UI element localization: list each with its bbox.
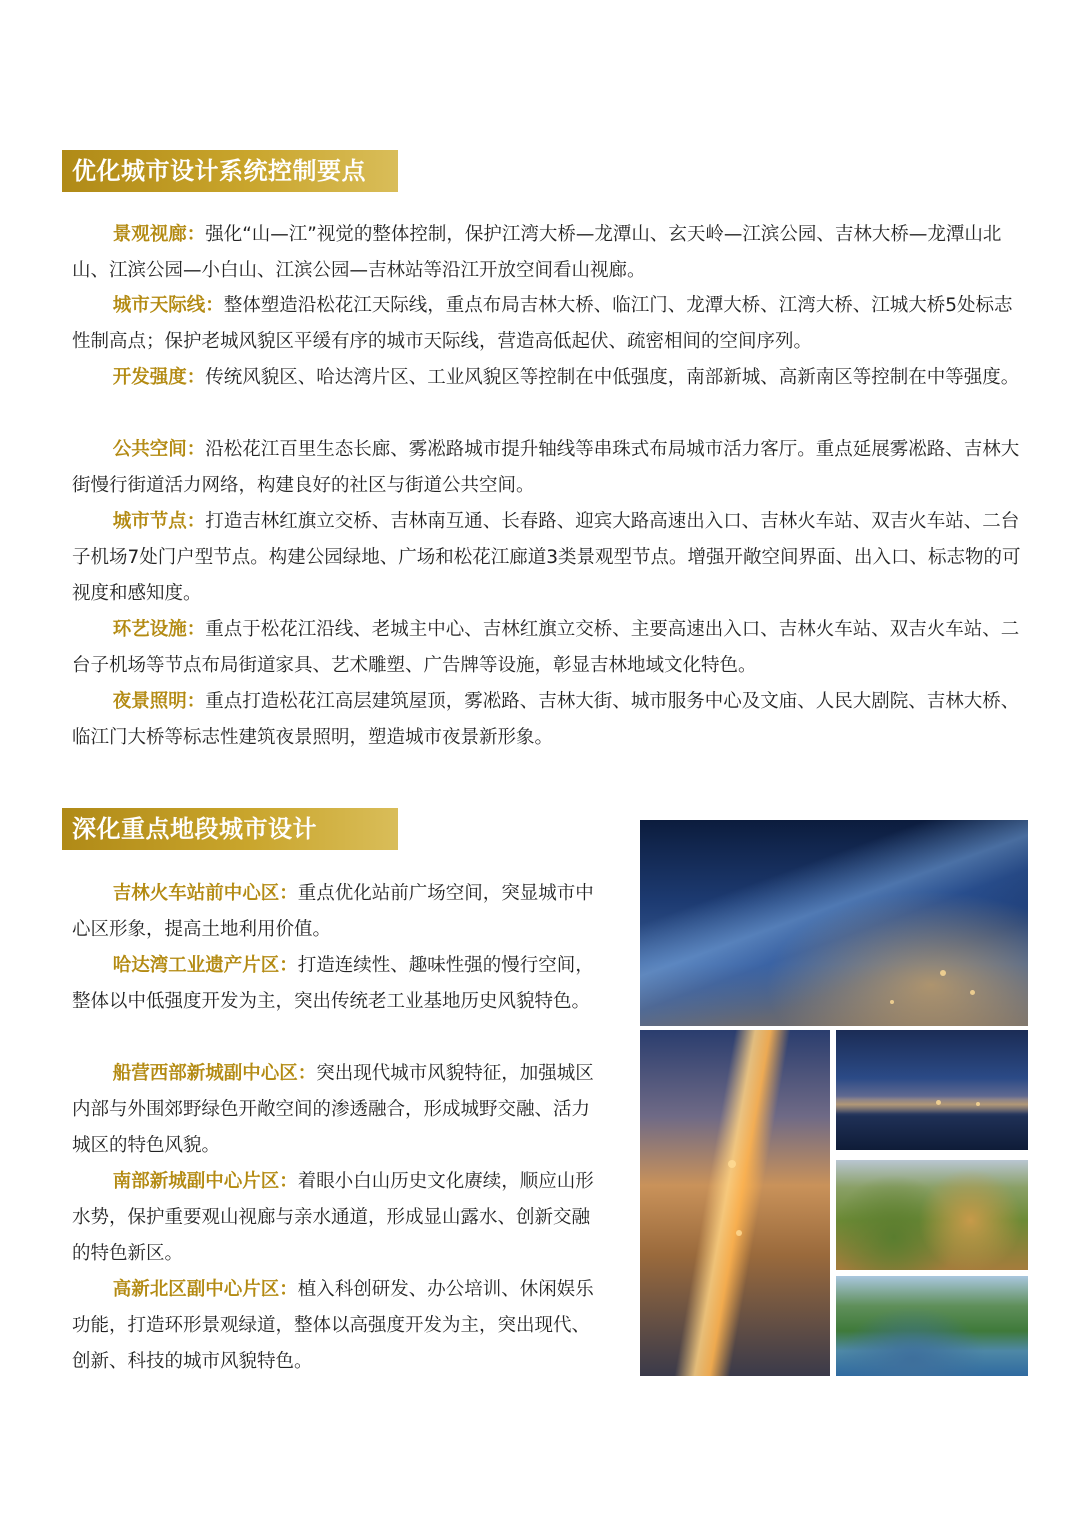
paragraph-keyword: 哈达湾工业遗产片区：: [112, 955, 298, 976]
paragraph-text: 着眼小白山历史文化赓续，顺应山形水势，保护重要观山视廊与亲水通道，形成显山露水、创新交融的特色新区。: [72, 1171, 594, 1264]
section1-paragraph-2: [72, 288, 1022, 360]
paragraph-text: 重点打造松花江高层建筑屋顶，雾凇路、吉林大街、城市服务中心及文庙、人民大剧院、吉林大桥、临江门大桥等标志性建筑夜景照明，塑造城市夜景新形象。: [72, 691, 1020, 748]
paragraph-keyword: 船营西部新城副中心区：: [112, 1063, 317, 1084]
paragraph-text: 重点优化站前广场空间，突显城市中心区形象，提高土地利用价值。: [72, 883, 594, 940]
paragraph-text: 传统风貌区、哈达湾片区、工业风貌区等控制在中低强度，南部新城、高新南区等控制在中等强度。: [205, 367, 1020, 388]
paragraph-keyword: 城市节点：: [112, 511, 206, 532]
paragraph-keyword: 公共空间：: [112, 439, 206, 460]
section1-paragraph-3: [72, 360, 1022, 396]
section1-paragraph-7: [72, 684, 1022, 756]
paragraph-keyword: 南部新城副中心片区：: [112, 1171, 298, 1192]
section2-paragraph-3: [72, 1056, 598, 1164]
park-pavilion-photo: [836, 1160, 1028, 1270]
section1-paragraph-6: [72, 612, 1022, 684]
city-bridge-night-photo: [640, 1030, 830, 1376]
section2-paragraph-2: [72, 948, 598, 1020]
paragraph-text: 突出现代城市风貌特征，加强城区内部与外围郊野绿色开敞空间的渗透融合，形成城野交融、活力城区的特色风貌。: [72, 1063, 594, 1156]
paragraph-keyword: 高新北区副中心片区：: [112, 1279, 298, 1300]
section2-paragraph-5: [72, 1272, 598, 1380]
section1-paragraph-5: [72, 504, 1022, 612]
paragraph-text: 重点于松花江沿线、老城主中心、吉林红旗立交桥、主要高速出入口、吉林火车站、双吉火车站、二台子机场等节点布局街道家具、艺术雕塑、广告牌等设施，彰显吉林地域文化特色。: [72, 619, 1020, 676]
paragraph-keyword: 开发强度：: [112, 367, 206, 388]
lake-pavilion-photo: [836, 1276, 1028, 1376]
paragraph-text: 强化“山—江”视觉的整体控制，保护江湾大桥—龙潭山、玄天岭—江滨公园、吉林大桥—龙潭山北山、江滨公园—小白山、江滨公园—吉林站等沿江开放空间看山视廊。: [72, 224, 1002, 281]
paragraph-keyword: 夜景照明：: [112, 691, 206, 712]
railway-station-night-photo: [640, 820, 1028, 1026]
paragraph-keyword: 吉林火车站前中心区：: [112, 883, 298, 904]
riverfront-skyline-photo: [836, 1030, 1028, 1150]
paragraph-keyword: 城市天际线：: [112, 295, 224, 316]
section1-title: 优化城市设计系统控制要点: [62, 150, 398, 192]
paragraph-text: 打造吉林红旗立交桥、吉林南互通、长春路、迎宾大路高速出入口、吉林火车站、双吉火车站、二台子机场7处门户型节点。构建公园绿地、广场和松花江廊道3类景观型节点。增强开敞空间界面、出入口、标志物的可视度和感知度。: [72, 511, 1021, 604]
paragraph-keyword: 环艺设施：: [112, 619, 206, 640]
section1-paragraph-1: [72, 217, 1022, 289]
paragraph-keyword: 景观视廊：: [112, 224, 206, 245]
section2-paragraph-1: [72, 876, 598, 948]
section2-title: 深化重点地段城市设计: [62, 808, 398, 850]
paragraph-text: 植入科创研发、办公培训、休闲娱乐功能，打造环形景观绿道，整体以高强度开发为主，突出现代、创新、科技的城市风貌特色。: [72, 1279, 594, 1372]
paragraph-text: 打造连续性、趣味性强的慢行空间，整体以中低强度开发为主，突出传统老工业基地历史风貌特色。: [72, 955, 594, 1012]
section1-paragraph-4: [72, 432, 1022, 504]
paragraph-text: 整体塑造沿松花江天际线，重点布局吉林大桥、临江门、龙潭大桥、江湾大桥、江城大桥5处标志性制高点；保护老城风貌区平缓有序的城市天际线，营造高低起伏、疏密相间的空间序列。: [72, 295, 1013, 352]
section2-paragraph-4: [72, 1164, 598, 1272]
paragraph-text: 沿松花江百里生态长廊、雾凇路城市提升轴线等串珠式布局城市活力客厅。重点延展雾凇路、吉林大街慢行街道活力网络，构建良好的社区与街道公共空间。: [72, 439, 1020, 496]
